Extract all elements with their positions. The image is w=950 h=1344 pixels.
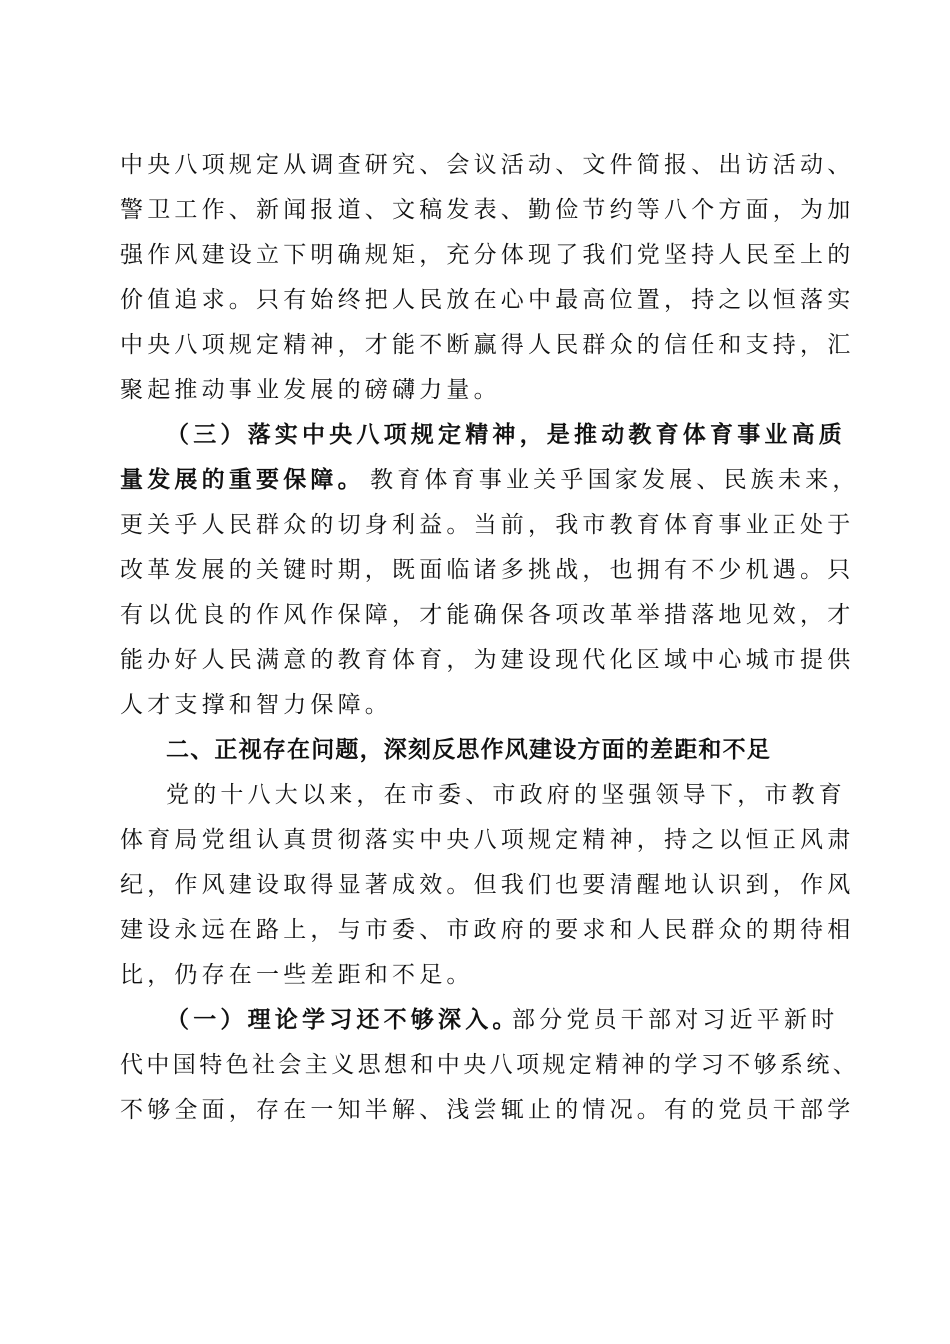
body-line-1: 中央八项规定从调查研究、会议活动、文件简报、出访活动、 [120, 152, 855, 178]
body-line-4: 价值追求。只有始终把人民放在心中最高位置，持之以恒落实 [120, 287, 855, 313]
body-line-11: 能办好人民满意的教育体育，为建设现代化区域中心城市提供 [120, 647, 855, 673]
body-line-13: 党的十八大以来，在市委、市政府的坚强领导下，市教育 [166, 782, 846, 808]
body-line-5: 中央八项规定精神，才能不断赢得人民群众的信任和支持，汇 [120, 332, 855, 358]
subheading-line-3: （一）理论学习还不够深入。 [166, 1006, 520, 1033]
body-line-7: 教育体育事业关乎国家发展、民族未来， [370, 467, 860, 493]
body-line-16: 建设永远在路上，与市委、市政府的要求和人民群众的期待相 [120, 917, 855, 943]
body-line-2: 警卫工作、新闻报道、文稿发表、勤俭节约等八个方面，为加 [120, 197, 855, 223]
body-line-17: 比，仍存在一些差距和不足。 [120, 962, 474, 988]
body-line-14: 体育局党组认真贯彻落实中央八项规定精神，持之以恒正风肃 [120, 827, 855, 853]
body-line-9: 改革发展的关键时期，既面临诸多挑战，也拥有不少机遇。只 [120, 557, 855, 583]
subheading-line-1: （三）落实中央八项规定精神，是推动教育体育事业高质 [166, 421, 846, 448]
body-line-3: 强作风建设立下明确规矩，充分体现了我们党坚持人民至上的 [120, 242, 855, 268]
subheading-line-2: 量发展的重要保障。 [120, 466, 365, 493]
body-line-18: 部分党员干部对习近平新时 [512, 1007, 839, 1033]
body-line-20: 不够全面，存在一知半解、浅尝辄止的情况。有的党员干部学 [120, 1097, 855, 1123]
body-line-6: 聚起推动事业发展的磅礴力量。 [120, 377, 501, 403]
body-line-10: 有以优良的作风作保障，才能确保各项改革举措落地见效，才 [120, 602, 855, 628]
body-line-19: 代中国特色社会主义思想和中央八项规定精神的学习不够系统、 [120, 1052, 860, 1078]
body-line-12: 人才支撑和智力保障。 [120, 692, 392, 718]
body-line-15: 纪，作风建设取得显著成效。但我们也要清醒地认识到，作风 [120, 872, 855, 898]
section-heading: 二、正视存在问题，深刻反思作风建设方面的差距和不足 [166, 737, 771, 763]
body-line-8: 更关乎人民群众的切身利益。当前，我市教育体育事业正处于 [120, 512, 855, 538]
